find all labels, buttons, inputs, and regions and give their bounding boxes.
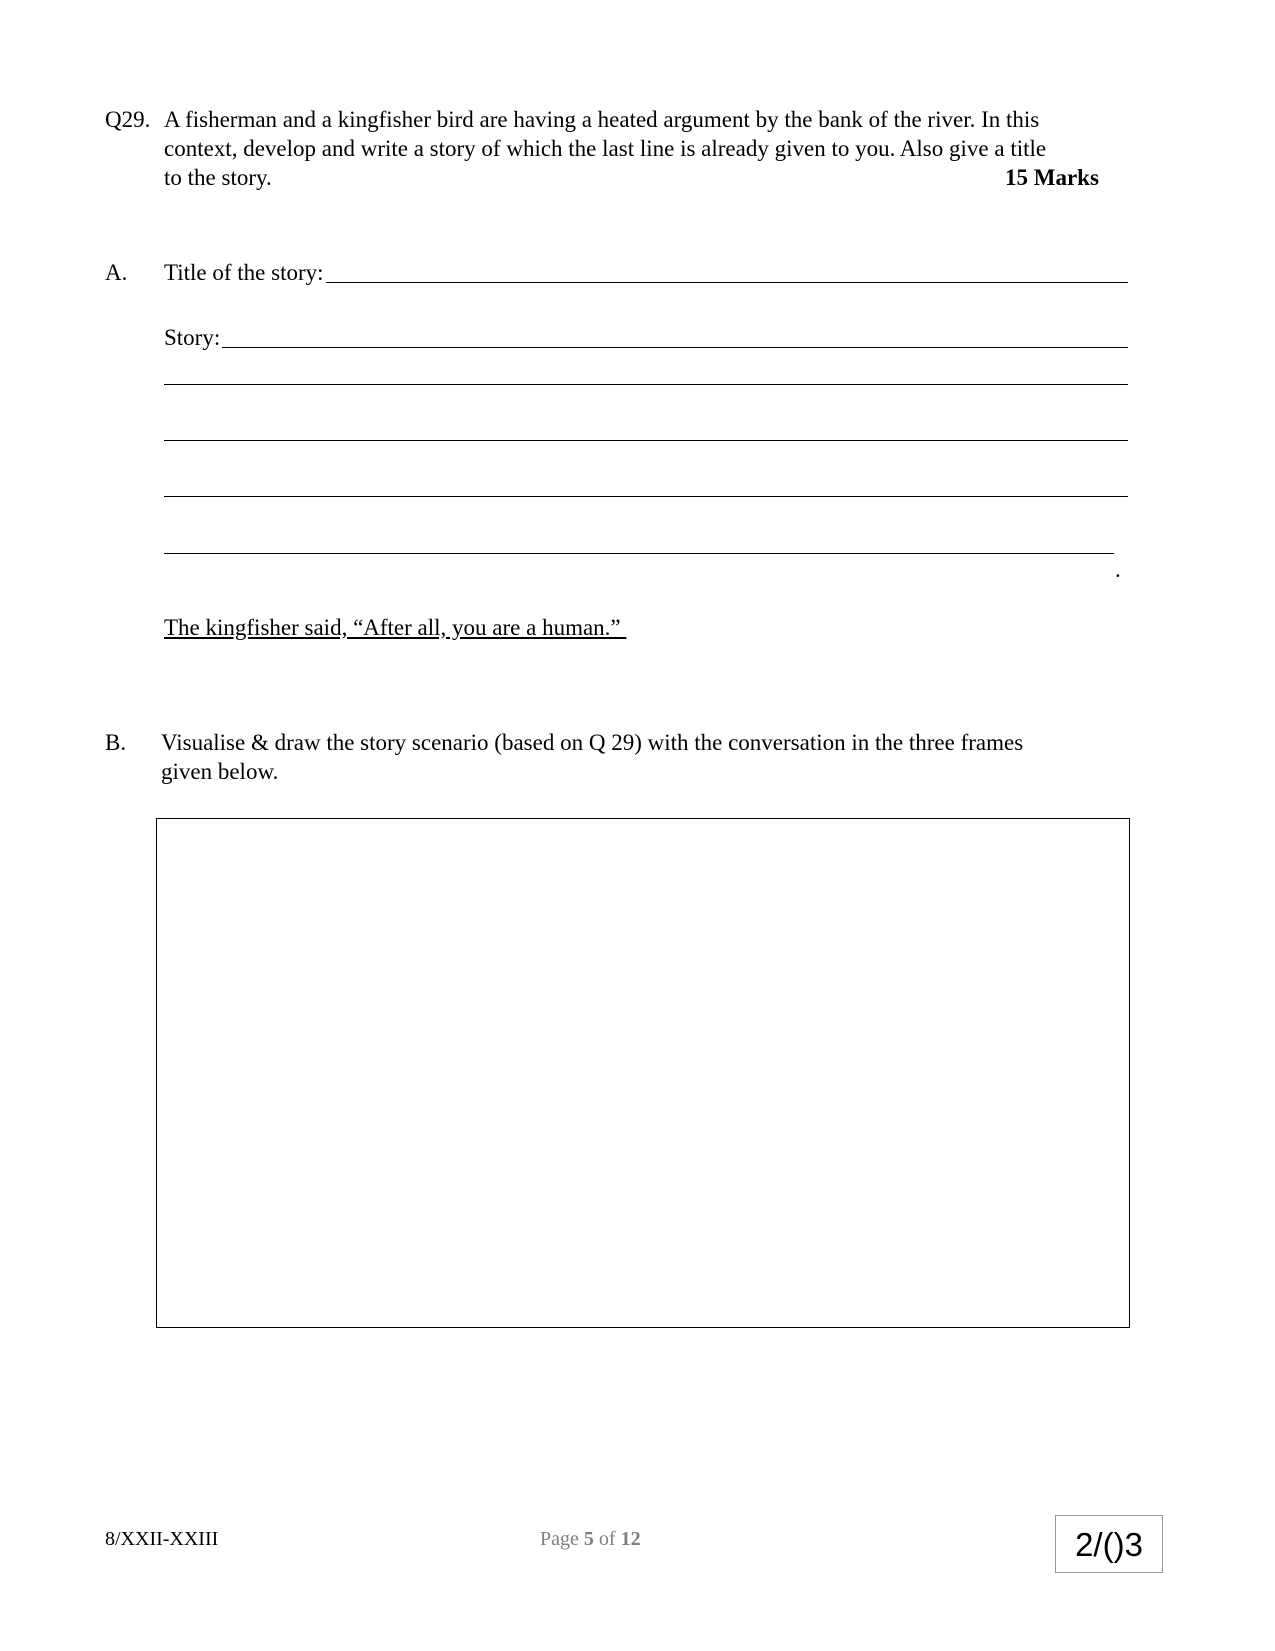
drawing-frame[interactable] bbox=[156, 818, 1130, 1328]
page-current: 5 bbox=[583, 1528, 594, 1550]
part-b-text bbox=[161, 728, 1121, 786]
set-code-box: 2/()3 bbox=[1055, 1515, 1163, 1573]
title-label: Title of the story: bbox=[164, 260, 324, 285]
part-a-label: A. bbox=[105, 260, 128, 285]
title-answer-line[interactable] bbox=[326, 281, 1128, 283]
part-b-line: given below. bbox=[161, 759, 279, 784]
page-total: 12 bbox=[620, 1528, 641, 1550]
question-number: Q29. bbox=[105, 107, 151, 132]
part-b-label: B. bbox=[105, 730, 127, 755]
page-word: Page bbox=[540, 1528, 579, 1550]
story-field[interactable] bbox=[164, 323, 1128, 352]
story-answer-line[interactable] bbox=[164, 496, 1128, 497]
question-text bbox=[164, 105, 1124, 192]
story-label: Story: bbox=[164, 325, 221, 350]
title-field[interactable] bbox=[164, 258, 1128, 287]
question-line: context, develop and write a story of which the last line is already given to you. Also give a title bbox=[164, 136, 1047, 161]
question-line: A fisherman and a kingfisher bird are having a heated argument by the bank of the river. In this bbox=[164, 107, 1040, 132]
part-b-line: Visualise & draw the story scenario (based on Q 29) with the conversation in the three frames bbox=[161, 730, 1024, 755]
story-answer-line[interactable] bbox=[164, 553, 1114, 554]
story-last-line: The kingfisher said, “After all, you are a human.” bbox=[164, 615, 627, 640]
question-marks: 15 Marks bbox=[1005, 165, 1099, 190]
story-answer-line[interactable] bbox=[222, 346, 1128, 348]
paper-code: 8/XXII-XXIII bbox=[105, 1528, 219, 1550]
question-line: to the story. bbox=[164, 165, 272, 190]
story-answer-line[interactable] bbox=[164, 440, 1128, 441]
story-period: . bbox=[1115, 557, 1121, 582]
story-answer-line[interactable] bbox=[164, 384, 1128, 385]
page-number bbox=[540, 1525, 641, 1554]
page-of: of bbox=[598, 1528, 616, 1550]
